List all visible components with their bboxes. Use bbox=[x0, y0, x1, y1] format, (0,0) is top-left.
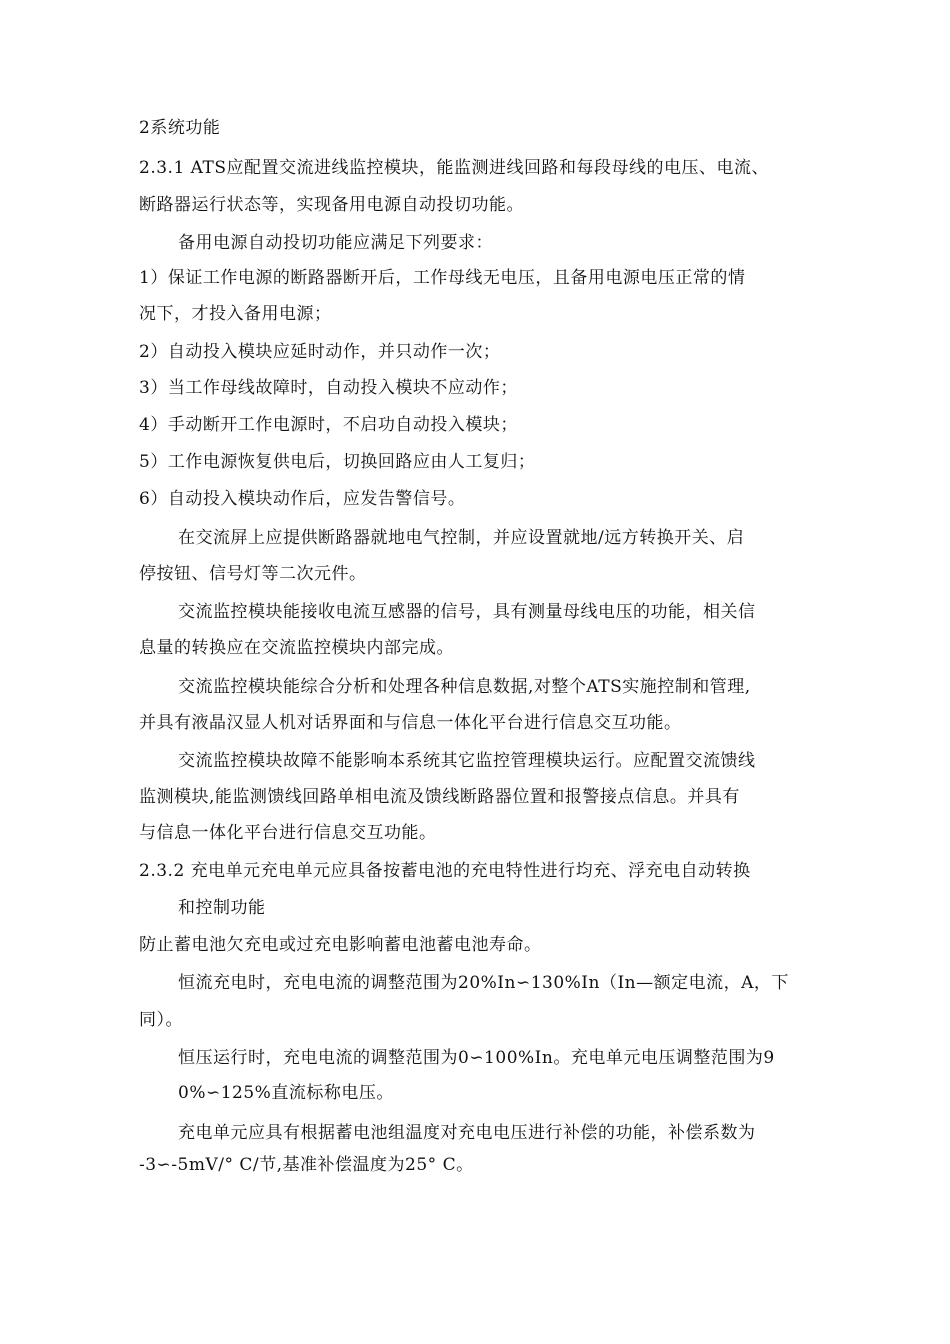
paragraph-line: 和控制功能 bbox=[178, 898, 266, 918]
section-heading: 2系统功能 bbox=[139, 118, 221, 138]
list-item: 1）保证工作电源的断路器断开后，工作母线无电压，且备用电源电压正常的情 bbox=[139, 268, 746, 288]
list-item-continuation: 况下，才投入备用电源； bbox=[139, 304, 332, 324]
paragraph-line: 交流监控模块故障不能影响本系统其它监控管理模块运行。应配置交流馈线 bbox=[178, 751, 756, 771]
paragraph-line: 交流监控模块能综合分析和处理各种信息数据,对整个ATS实施控制和管理, bbox=[178, 677, 751, 697]
paragraph-line: 息量的转换应在交流监控模块内部完成。 bbox=[139, 638, 454, 658]
list-item: 4）手动断开工作电源时，不启功自动投入模块； bbox=[139, 415, 518, 435]
paragraph-line: 断路器运行状态等，实现备用电源自动投切功能。 bbox=[139, 195, 524, 215]
list-item: 3）当工作母线故障时，自动投入模块不应动作； bbox=[139, 378, 518, 398]
paragraph-line: 与信息一体化平台进行信息交互功能。 bbox=[139, 823, 437, 843]
paragraph-line: -3∽-5mV/° C/节,基准补偿温度为25° C。 bbox=[139, 1155, 474, 1175]
paragraph-line: 恒压运行时，充电电流的调整范围为0∽100%In。充电单元电压调整范围为9 bbox=[178, 1048, 775, 1068]
paragraph-line: 充电单元应具有根据蓄电池组温度对充电电压进行补偿的功能，补偿系数为 bbox=[178, 1123, 756, 1143]
paragraph-line: 停按钮、信号灯等二次元件。 bbox=[139, 564, 367, 584]
paragraph-line: 备用电源自动投切功能应满足下列要求： bbox=[178, 233, 493, 253]
paragraph-line: 0%∽125%直流标称电压。 bbox=[178, 1083, 394, 1103]
paragraph-line: 交流监控模块能接收电流互感器的信号，具有测量母线电压的功能，相关信 bbox=[178, 602, 756, 622]
list-item: 5）工作电源恢复供电后，切换回路应由人工复归； bbox=[139, 452, 536, 472]
paragraph-line: 2.3.1 ATS应配置交流进线监控模块，能监测进线回路和每段母线的电压、电流、 bbox=[139, 158, 769, 178]
paragraph-line: 监测模块,能监测馈线回路单相电流及馈线断路器位置和报警接点信息。并具有 bbox=[139, 787, 740, 807]
paragraph-line: 同）。 bbox=[139, 1010, 183, 1030]
paragraph-line: 在交流屏上应提供断路器就地电气控制，并应设置就地/远方转换开关、启 bbox=[178, 528, 745, 548]
list-item: 2）自动投入模块应延时动作，并只动作一次； bbox=[139, 342, 501, 362]
paragraph-line: 防止蓄电池欠充电或过充电影响蓄电池蓄电池寿命。 bbox=[139, 935, 542, 955]
paragraph-line: 恒流充电时，充电电流的调整范围为20%In∽130%In（In—额定电流，A，下 bbox=[178, 973, 789, 993]
section-heading: 2.3.2 充电单元充电单元应具备按蓄电池的充电特性进行均充、浮充电自动转换 bbox=[139, 861, 751, 881]
list-item: 6）自动投入模块动作后，应发告警信号。 bbox=[139, 489, 466, 509]
paragraph-line: 并具有液晶汉显人机对话界面和与信息一体化平台进行信息交互功能。 bbox=[139, 713, 682, 733]
